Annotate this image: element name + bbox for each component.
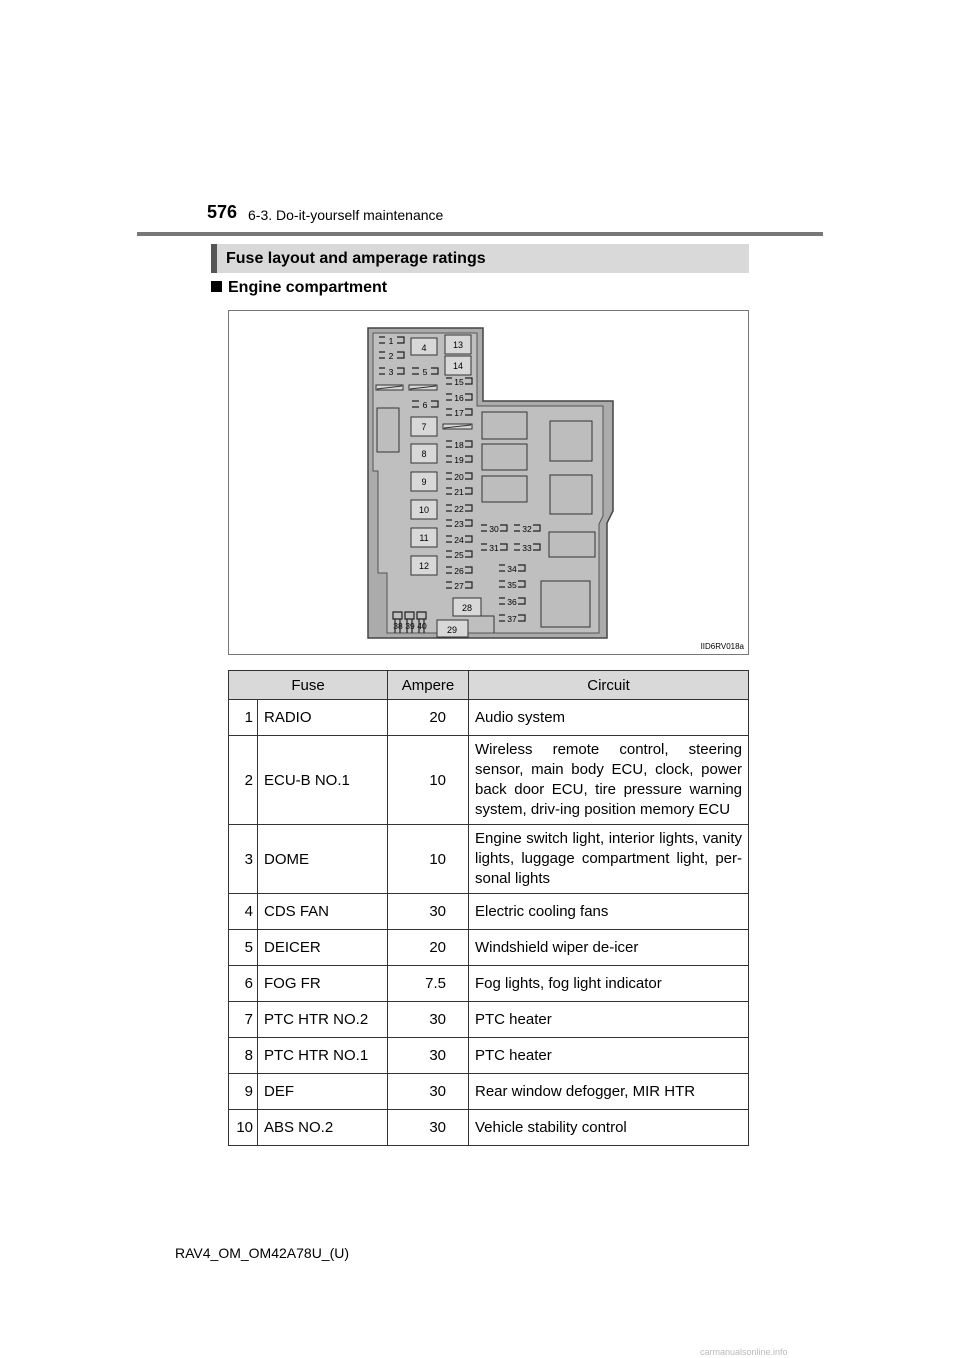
fuse-number: 5 [229, 930, 258, 966]
fuse-label-26: 26 [454, 566, 464, 576]
fuse-label-35: 35 [507, 580, 517, 590]
fuse-label-2: 2 [388, 351, 394, 361]
fuse-label-39: 39 [405, 621, 415, 631]
fuse-number: 3 [229, 825, 258, 894]
fuse-label-12: 12 [418, 561, 430, 571]
fuse-name: CDS FAN [258, 894, 388, 930]
table-row [229, 700, 749, 736]
document-code: RAV4_OM_OM42A78U_(U) [175, 1245, 350, 1261]
fuse-label-32: 32 [522, 524, 532, 534]
fuse-label-40: 40 [417, 621, 427, 631]
table-row [229, 966, 749, 1002]
section-heading-bar [211, 244, 749, 273]
fuse-label-37: 37 [507, 614, 517, 624]
fuse-ampere: 30 [388, 1002, 469, 1038]
fuse-label-1: 1 [388, 336, 394, 346]
table-row [229, 825, 749, 894]
table-row [229, 1110, 749, 1146]
fuse-label-16: 16 [454, 393, 464, 403]
fuse-table [228, 670, 749, 1146]
header-divider [137, 232, 823, 236]
fuse-name: RADIO [258, 700, 388, 736]
fuse-circuit: Windshield wiper de-icer [469, 930, 749, 966]
fuse-ampere: 7.5 [388, 966, 469, 1002]
fuse-number: 9 [229, 1074, 258, 1110]
table-header-row [229, 671, 749, 700]
fuse-label-21: 21 [454, 487, 464, 497]
fuse-label-3: 3 [388, 367, 394, 377]
fuse-label-24: 24 [454, 535, 464, 545]
fuse-label-6: 6 [422, 400, 428, 410]
fuse-label-10: 10 [418, 505, 430, 515]
fuse-number: 8 [229, 1038, 258, 1074]
fuse-circuit: PTC heater [469, 1002, 749, 1038]
fuse-ampere: 30 [388, 894, 469, 930]
fuse-label-34: 34 [507, 564, 517, 574]
table-row [229, 1038, 749, 1074]
fuse-label-7: 7 [421, 422, 427, 432]
fuse-box-diagram [228, 310, 749, 655]
section-title: 6-3. Do-it-yourself maintenance [248, 207, 444, 223]
fuse-name: DEICER [258, 930, 388, 966]
header-circuit: Circuit [469, 671, 749, 700]
fuse-name: DOME [258, 825, 388, 894]
fuse-name: PTC HTR NO.2 [258, 1002, 388, 1038]
table-row [229, 736, 749, 825]
fuse-box-svg [229, 311, 748, 654]
fuse-circuit: Fog lights, fog light indicator [469, 966, 749, 1002]
subheading-text: Engine compartment [228, 279, 388, 296]
fuse-label-5: 5 [422, 367, 428, 377]
square-bullet-icon [211, 281, 222, 292]
fuse-label-11: 11 [419, 533, 429, 543]
fuse-label-18: 18 [454, 440, 464, 450]
fuse-circuit: Vehicle stability control [469, 1110, 749, 1146]
fuse-label-15: 15 [454, 377, 464, 387]
fuse-number: 1 [229, 700, 258, 736]
fuse-label-13: 13 [452, 340, 464, 350]
diagram-code: IID6RV018a [700, 642, 744, 651]
fuse-label-33: 33 [522, 543, 532, 553]
fuse-circuit: Electric cooling fans [469, 894, 749, 930]
fuse-label-31: 31 [489, 543, 499, 553]
fuse-label-9: 9 [421, 477, 427, 487]
fuse-label-22: 22 [454, 504, 464, 514]
fuse-label-14: 14 [452, 361, 464, 371]
fuse-circuit: Audio system [469, 700, 749, 736]
fuse-ampere: 10 [388, 736, 469, 825]
fuse-label-38: 38 [393, 621, 403, 631]
fuse-ampere: 30 [388, 1074, 469, 1110]
page-number: 576 [207, 202, 238, 222]
fuse-ampere: 20 [388, 700, 469, 736]
fuse-label-27: 27 [454, 581, 464, 591]
fuse-number: 6 [229, 966, 258, 1002]
fuse-label-20: 20 [454, 472, 464, 482]
fuse-label-29: 29 [446, 625, 458, 635]
fuse-name: DEF [258, 1074, 388, 1110]
fuse-label-17: 17 [454, 408, 464, 418]
table-row [229, 894, 749, 930]
fuse-label-28: 28 [461, 603, 473, 613]
fuse-circuit: Rear window defogger, MIR HTR [469, 1074, 749, 1110]
header-fuse: Fuse [229, 671, 388, 700]
fuse-name: ECU-B NO.1 [258, 736, 388, 825]
fuse-name: ABS NO.2 [258, 1110, 388, 1146]
section-heading: Fuse layout and amperage ratings [226, 250, 486, 267]
fuse-label-19: 19 [454, 455, 464, 465]
fuse-ampere: 10 [388, 825, 469, 894]
fuse-ampere: 30 [388, 1038, 469, 1074]
fuse-circuit: Wireless remote control, steering sensor, main body ECU, clock, power back door ECU, tire pressure warning system, driv-ing position memory ECU [469, 736, 749, 825]
fuse-label-4: 4 [421, 343, 427, 353]
fuse-ampere: 20 [388, 930, 469, 966]
fuse-name: FOG FR [258, 966, 388, 1002]
fuse-circuit: Engine switch light, interior lights, vanity lights, luggage compartment light, per-sonal lights [469, 825, 749, 894]
fuse-number: 10 [229, 1110, 258, 1146]
fuse-ampere: 30 [388, 1110, 469, 1146]
subheading [211, 279, 387, 297]
fuse-label-8: 8 [421, 449, 427, 459]
watermark: carmanualsonline.info [700, 1347, 788, 1357]
table-row [229, 930, 749, 966]
fuse-label-23: 23 [454, 519, 464, 529]
fuse-name: PTC HTR NO.1 [258, 1038, 388, 1074]
table-row [229, 1074, 749, 1110]
header-ampere: Ampere [388, 671, 469, 700]
fuse-label-36: 36 [507, 597, 517, 607]
fuse-number: 7 [229, 1002, 258, 1038]
fuse-label-25: 25 [454, 550, 464, 560]
table-row [229, 1002, 749, 1038]
fuse-circuit: PTC heater [469, 1038, 749, 1074]
fuse-label-30: 30 [489, 524, 499, 534]
fuse-number: 4 [229, 894, 258, 930]
fuse-number: 2 [229, 736, 258, 825]
